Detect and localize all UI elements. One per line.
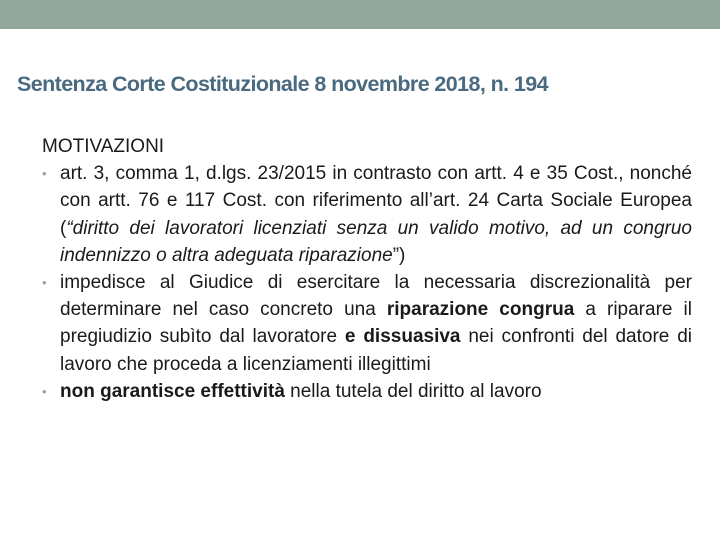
bullet-2-text-b: a riparare il pregiudizio subìto dal lavoratore [60, 299, 692, 348]
bullet-1-text: art. 3, comma 1, d.lgs. 23/2015 in contrasto con artt. 4 e 35 Cost., nonché con artt. 76 e 117 Cost. con riferimento all’art. 24 Carta Sociale Europea ( [60, 163, 692, 239]
bullet-item-3 [42, 378, 692, 405]
top-accent-bar [0, 0, 720, 29]
bullet-marker: • [42, 383, 47, 399]
section-heading: MOTIVAZIONI [42, 136, 165, 157]
slide-content [42, 133, 692, 405]
bullet-1-quote: “diritto dei lavoratori licenziati senza un valido motivo, ad un congruo indennizzo o altra adeguata riparazione [60, 217, 692, 266]
bullet-item-2 [42, 269, 692, 378]
bullet-1-close: ”) [392, 244, 406, 266]
bullet-3-emphasis: non garantisce effettività [60, 380, 285, 402]
slide-title: Sentenza Corte Costituzionale 8 novembre 2018, n. 194 [17, 72, 548, 96]
bullet-marker: • [42, 275, 47, 291]
bullet-item-1 [42, 160, 692, 269]
bullet-2-emphasis-b: e dissuasiva [344, 326, 461, 348]
bullet-2-emphasis-a: riparazione congrua [386, 299, 575, 321]
bullet-2-text-c: nei confronti del datore di lavoro che proceda a licenziamenti illegittimi [60, 326, 692, 375]
bullet-2-text-a: impedisce al Giudice di esercitare la necessaria discrezionalità per determinare nel caso concreto una [60, 272, 692, 321]
bullet-3-text: nella tutela del diritto al lavoro [284, 380, 542, 402]
bullet-marker: • [42, 166, 47, 182]
